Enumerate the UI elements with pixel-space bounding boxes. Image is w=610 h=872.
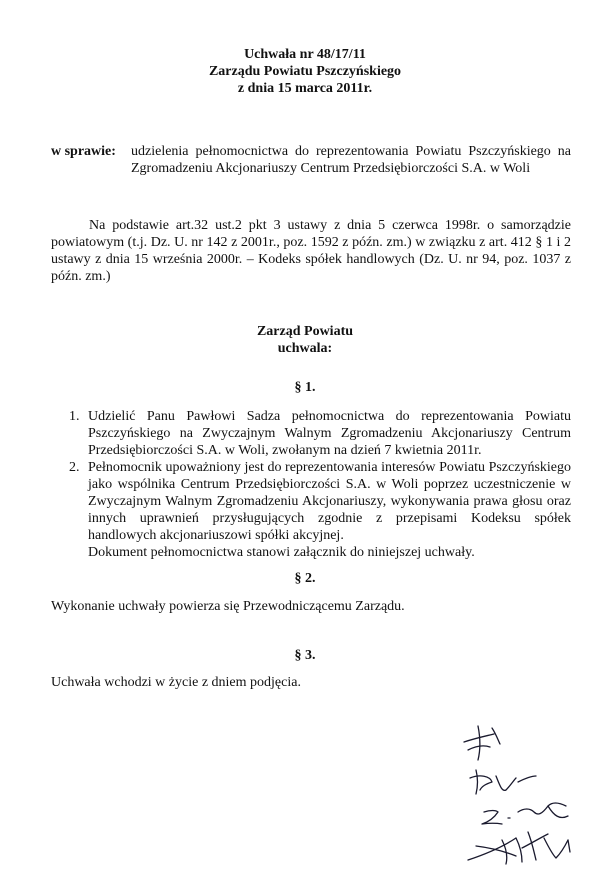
section-1-sign: § 1. [294, 380, 316, 395]
handwritten-signatures [456, 720, 596, 870]
attachment-note: Dokument pełnomocnictwa stanowi załącznik do niniejszej uchwały. [88, 545, 475, 560]
list-item-number: 1. [69, 409, 80, 424]
board-resolves: uchwala: [277, 341, 333, 356]
list-item [51, 459, 571, 544]
board-name: Zarząd Powiatu [256, 324, 354, 339]
subject-text: udzielenia pełnomocnictwa do reprezentowania Powiatu Pszczyńskiego na Zgromadzeniu Akcjonariuszy Centrum Przedsiębiorczości S.A. w Woli [131, 144, 571, 176]
board-decision-heading [0, 323, 610, 357]
issuing-body: Zarządu Powiatu Pszczyńskiego [208, 64, 402, 79]
list-item-text: Pełnomocnik upoważniony jest do reprezentowania interesów Powiatu Pszczyńskiego jako wspólnika Centrum Przedsiębiorczości S.A. w Woli poprzez uczestniczenie w Zwyczajnym Walnym Zgromadzeniu Akcjonariuszy, wykonywania prawa głosu oraz innych uprawnień przysługujących zgodnie z przepisami Kodeksu spółek handlowych akcjonariuszowi spółki akcyjnej. [88, 460, 571, 543]
resolution-date: z dnia 15 marca 2011r. [237, 81, 373, 96]
section-3-sign: § 3. [294, 648, 316, 663]
list-item [51, 408, 571, 459]
resolution-number: Uchwała nr 48/17/11 [244, 47, 366, 62]
legal-basis: Na podstawie art.32 ust.2 pkt 3 ustawy z dnia 5 czerwca 1998r. o samorządzie powiatowym (t.j. Dz. U. nr 142 z 2001r., poz. 1592 z późn. zm.) w związku z art. 412 § 1 i 2 ustawy z dnia 15 września 2000r. – Kodeks spółek handlowych (Dz. U. nr 94, poz. 1037 z późn. zm.) [51, 218, 571, 284]
list-item-text: Udzielić Panu Pawłowi Sadza pełnomocnictwa do reprezentowania Powiatu Pszczyńskiego na Zwyczajnym Walnym Zgromadzeniu Akcjonariuszy Centrum Przedsiębiorczości S.A. w Woli, zwołanym na dzień 7 kwietnia 2011r. [88, 409, 571, 458]
section-1-list [51, 408, 571, 561]
section-3-text: Uchwała wchodzi w życie z dniem podjęcia. [51, 675, 301, 690]
subject-label: w sprawie: [51, 144, 116, 159]
section-2-sign: § 2. [294, 571, 316, 586]
list-item-number: 2. [69, 460, 80, 475]
section-2-text: Wykonanie uchwały powierza się Przewodniczącemu Zarządu. [51, 599, 405, 614]
resolution-header [0, 46, 610, 97]
